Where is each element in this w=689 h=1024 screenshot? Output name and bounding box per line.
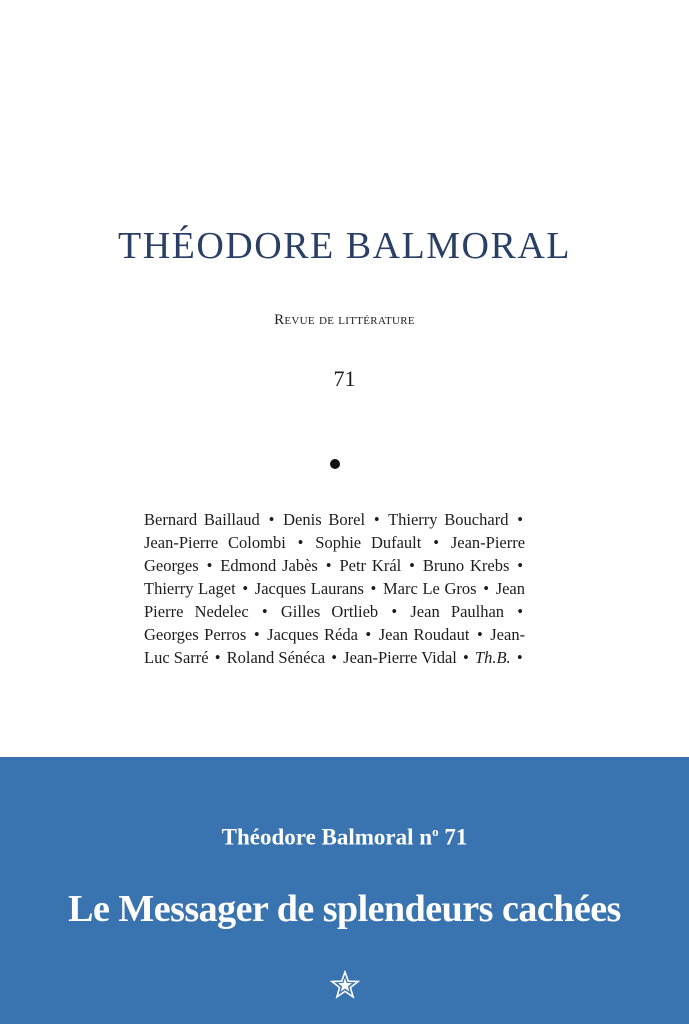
- author-name: Jean-Luc Sarré: [144, 625, 526, 667]
- author-separator: •: [242, 579, 249, 598]
- author-name: Gilles Ortlieb: [280, 602, 379, 621]
- author-name: Sophie Dufault: [315, 533, 422, 552]
- author-separator: •: [483, 579, 490, 598]
- author-separator: •: [476, 625, 483, 644]
- author-name: Thierry Bouchard: [388, 510, 509, 529]
- author-separator: •: [391, 602, 398, 621]
- author-name: Jean-Pierre Vidal: [343, 648, 457, 667]
- author-name: Th.B.: [474, 648, 511, 667]
- author-list: [144, 508, 525, 669]
- author-name: Bernard Baillaud: [144, 510, 260, 529]
- author-name: Jean Paulhan: [410, 602, 505, 621]
- author-separator: •: [370, 579, 377, 598]
- author-separator: •: [214, 648, 221, 667]
- band-headline: Le Messager de splendeurs cachées: [68, 888, 621, 930]
- author-separator: •: [516, 648, 523, 667]
- author-separator: •: [297, 533, 304, 552]
- issue-number: 71: [333, 366, 356, 391]
- author-separator: •: [365, 625, 372, 644]
- author-separator: •: [325, 556, 332, 575]
- star-icon: [330, 970, 360, 1000]
- author-separator: •: [463, 648, 469, 667]
- author-name: Jean-Pierre Colombi: [144, 533, 286, 552]
- author-name: Thierry Laget: [144, 579, 236, 598]
- author-name: Marc Le Gros: [382, 579, 477, 598]
- author-separator: •: [517, 510, 523, 529]
- band-issue-number: 71: [444, 824, 468, 850]
- author-name: Roland Sénéca: [226, 648, 326, 667]
- author-separator: •: [517, 602, 524, 621]
- author-separator: •: [373, 510, 380, 529]
- journal-subtitle: Revue de littérature: [274, 312, 415, 328]
- author-separator: •: [268, 510, 275, 529]
- author-separator: •: [517, 556, 524, 575]
- author-name: Georges Perros: [144, 625, 247, 644]
- author-separator: •: [206, 556, 213, 575]
- band-issue-ordinal: o: [432, 824, 439, 839]
- band-issue-line: [0, 824, 689, 851]
- author-separator: •: [253, 625, 260, 644]
- author-name: Denis Borel: [283, 510, 366, 529]
- author-name: Edmond Jabès: [220, 556, 318, 575]
- author-name: Bruno Krebs: [422, 556, 510, 575]
- bullet-separator: [330, 459, 340, 469]
- author-separator: •: [409, 556, 415, 575]
- author-name: Jacques Laurans: [254, 579, 364, 598]
- author-name: Jean Pierre Nedelec: [144, 579, 526, 621]
- author-name: Petr Král: [339, 556, 402, 575]
- author-separator: •: [433, 533, 439, 552]
- band-issue-prefix: Théodore Balmoral n: [221, 824, 433, 850]
- author-name: Jacques Réda: [267, 625, 358, 644]
- author-name: Jean Roudaut: [378, 625, 470, 644]
- author-separator: •: [261, 602, 268, 621]
- author-separator: •: [331, 648, 338, 667]
- cover-band: [0, 757, 689, 1024]
- author-name: Jean-Pierre Georges: [144, 533, 526, 575]
- journal-title: THÉODORE BALMORAL: [118, 225, 571, 267]
